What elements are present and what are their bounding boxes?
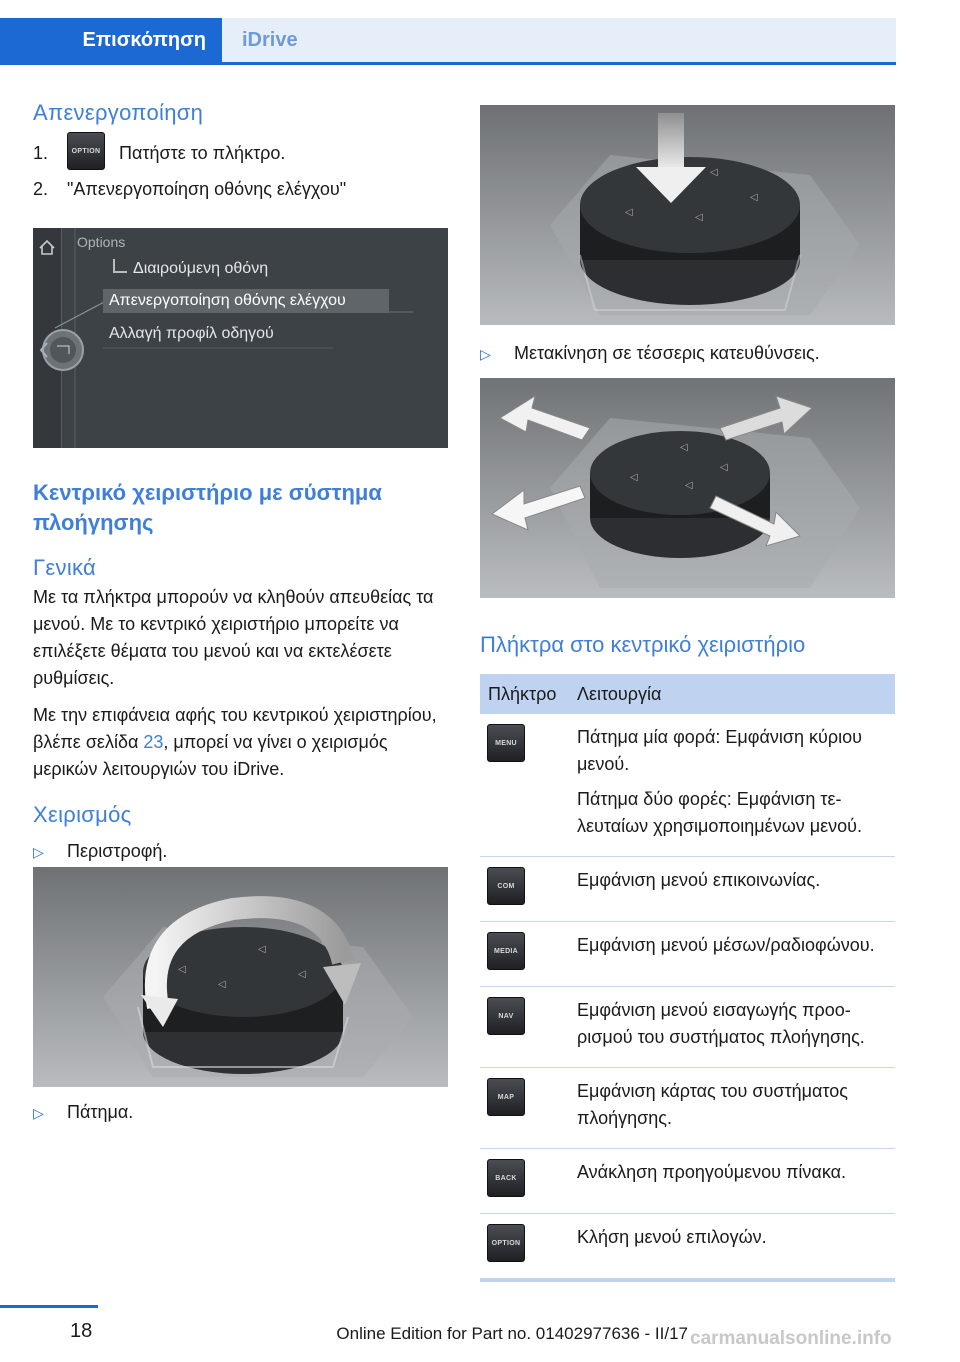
screen-item-deactivate: Απενεργοποίηση οθόνης ελέγχου xyxy=(103,289,389,313)
function-cell xyxy=(577,1068,895,1149)
bullet-text: Περιστροφή. xyxy=(67,841,168,861)
menu-key-icon: MENU xyxy=(487,724,525,762)
function-cell xyxy=(577,857,895,922)
deactivate-heading: Απενεργοποίηση xyxy=(33,100,204,125)
screen-item-split xyxy=(113,259,268,278)
function-text: Εμφάνιση μενού εισαγωγής προορισμού του συστήματος πλοήγησης. xyxy=(577,1000,865,1047)
svg-text:◁: ◁ xyxy=(218,979,226,990)
svg-text:◁: ◁ xyxy=(680,442,688,453)
key-cell xyxy=(480,714,577,857)
tab-overview[interactable]: Επισκόπηση xyxy=(0,18,222,62)
bullet-text: Μετακίνηση σε τέσσερις κατευθύνσεις. xyxy=(514,343,820,363)
function-text: Εμφάνιση μενού επικοινωνίας. xyxy=(577,870,821,890)
bullet-move xyxy=(480,340,895,368)
footer-divider xyxy=(0,1305,98,1308)
function-text: Κλήση μενού επιλογών. xyxy=(577,1227,767,1247)
general-paragraph-1: Με τα πλήκτρα μπορούν να κληθούν απευθείας τα μενού. Με το κεντρικό χειριστήριο μπορείτε να επιλέξετε θέματα του μενού και να εκτελέσετε ρυθμίσεις. xyxy=(33,587,434,688)
text-run: , μπορεί να γίνει ο χειρισμός μερικών λειτουργιών του iDrive. xyxy=(33,732,388,779)
function-text: Πάτημα δύο φορές: Εμφάνιση τελευταίων χρησιμοποιημένων μενού. xyxy=(577,789,863,836)
header-tabs xyxy=(0,0,896,62)
function-cell xyxy=(577,987,895,1068)
general-paragraph-2 xyxy=(33,702,448,783)
function-text: Ανάκληση προηγούμενου πίνακα. xyxy=(577,1162,847,1182)
bullet-press xyxy=(33,1099,448,1127)
svg-text:◁: ◁ xyxy=(625,207,633,218)
bullet-text: Πάτημα. xyxy=(67,1102,134,1122)
triangle-bullet-icon: ▷ xyxy=(480,346,491,362)
function-cell xyxy=(577,922,895,987)
control-display-screenshot xyxy=(33,228,448,448)
step-number: 1. xyxy=(33,143,49,163)
table-row xyxy=(480,987,895,1068)
option-key-icon: OPTION xyxy=(487,1224,525,1262)
page-number: 18 xyxy=(70,1320,93,1342)
table-row xyxy=(480,922,895,987)
keys-heading: Πλήκτρα στο κεντρικό χειριστήριο xyxy=(480,632,806,657)
controller-heading: Κεντρικό χειριστήριο με σύστημα πλοήγησης xyxy=(33,480,382,535)
key-cell xyxy=(480,922,577,987)
bullet-rotate xyxy=(33,838,448,866)
function-cell xyxy=(577,1149,895,1214)
key-cell xyxy=(480,857,577,922)
step-text: Πατήστε το πλήκτρο. xyxy=(119,143,286,163)
watermark: carmanualsonline.info xyxy=(690,1328,892,1349)
step-1 xyxy=(33,140,448,170)
svg-text:◁: ◁ xyxy=(258,944,266,955)
step-number: 2. xyxy=(33,179,49,199)
function-text: Εμφάνιση κάρτας του συστήματος πλοήγησης. xyxy=(577,1081,848,1128)
svg-text:◁: ◁ xyxy=(298,969,306,980)
nav-key-icon: NAV xyxy=(487,997,525,1035)
svg-text:◁: ◁ xyxy=(630,472,638,483)
rotate-illustration xyxy=(33,867,448,1087)
key-cell xyxy=(480,1149,577,1214)
left-column-lower xyxy=(33,478,448,866)
screen-item-label: Διαιρούμενη οθόνη xyxy=(133,260,269,277)
screen-item-profile: Αλλαγή προφίλ οδηγού xyxy=(109,325,274,342)
step-text: "Απενεργοποίηση οθόνης ελέγχου" xyxy=(67,179,347,199)
media-key-icon: MEDIA xyxy=(487,932,525,970)
step-2 xyxy=(33,176,448,203)
move-illustration xyxy=(480,378,895,598)
triangle-bullet-icon: ▷ xyxy=(33,1105,44,1121)
table-row xyxy=(480,1149,895,1214)
keys-table-wrapper xyxy=(480,674,895,1282)
page-link[interactable]: 23 xyxy=(143,732,164,752)
operation-heading: Χειρισμός xyxy=(33,802,132,827)
table-bottom-rule xyxy=(480,1278,895,1282)
screen-title: Options xyxy=(77,234,126,250)
option-key-icon: OPTION xyxy=(67,132,105,170)
table-row xyxy=(480,857,895,922)
back-key-icon: BACK xyxy=(487,1159,525,1197)
key-cell xyxy=(480,1214,577,1279)
function-text: Πάτημα μία φορά: Εμφάνιση κύριου μενού. xyxy=(577,727,862,774)
general-heading: Γενικά xyxy=(33,555,97,580)
key-cell xyxy=(480,987,577,1068)
svg-text:◁: ◁ xyxy=(695,212,703,223)
table-row xyxy=(480,714,895,857)
function-cell xyxy=(577,1214,895,1279)
text-run: Με την επιφάνεια αφής του κεντρικού χειριστηρίου, βλέπε σελίδα xyxy=(33,705,437,752)
header-divider xyxy=(0,62,896,65)
svg-text:◁: ◁ xyxy=(685,480,693,491)
press-illustration xyxy=(480,105,895,325)
table-row xyxy=(480,1214,895,1279)
svg-text:◁: ◁ xyxy=(178,964,186,975)
triangle-bullet-icon: ▷ xyxy=(33,844,44,860)
function-cell xyxy=(577,714,895,857)
split-screen-icon xyxy=(113,259,127,273)
left-column xyxy=(33,90,448,203)
right-column-lower xyxy=(480,630,895,660)
column-header-key: Πλήκτρο xyxy=(480,674,577,714)
table-row xyxy=(480,1068,895,1149)
com-key-icon: COM xyxy=(487,867,525,905)
svg-text:◁: ◁ xyxy=(710,167,718,178)
edition-note: Online Edition for Part no. 01402977636 - II/17 xyxy=(336,1324,688,1343)
column-header-function: Λειτουργία xyxy=(577,674,895,714)
key-cell xyxy=(480,1068,577,1149)
tab-idrive[interactable]: iDrive xyxy=(222,18,896,62)
table-header-row xyxy=(480,674,895,714)
svg-text:◁: ◁ xyxy=(750,192,758,203)
map-key-icon: MAP xyxy=(487,1078,525,1116)
function-text: Εμφάνιση μενού μέσων/ραδιοφώνου. xyxy=(577,935,875,955)
keys-table xyxy=(480,674,895,1278)
svg-text:◁: ◁ xyxy=(720,462,728,473)
